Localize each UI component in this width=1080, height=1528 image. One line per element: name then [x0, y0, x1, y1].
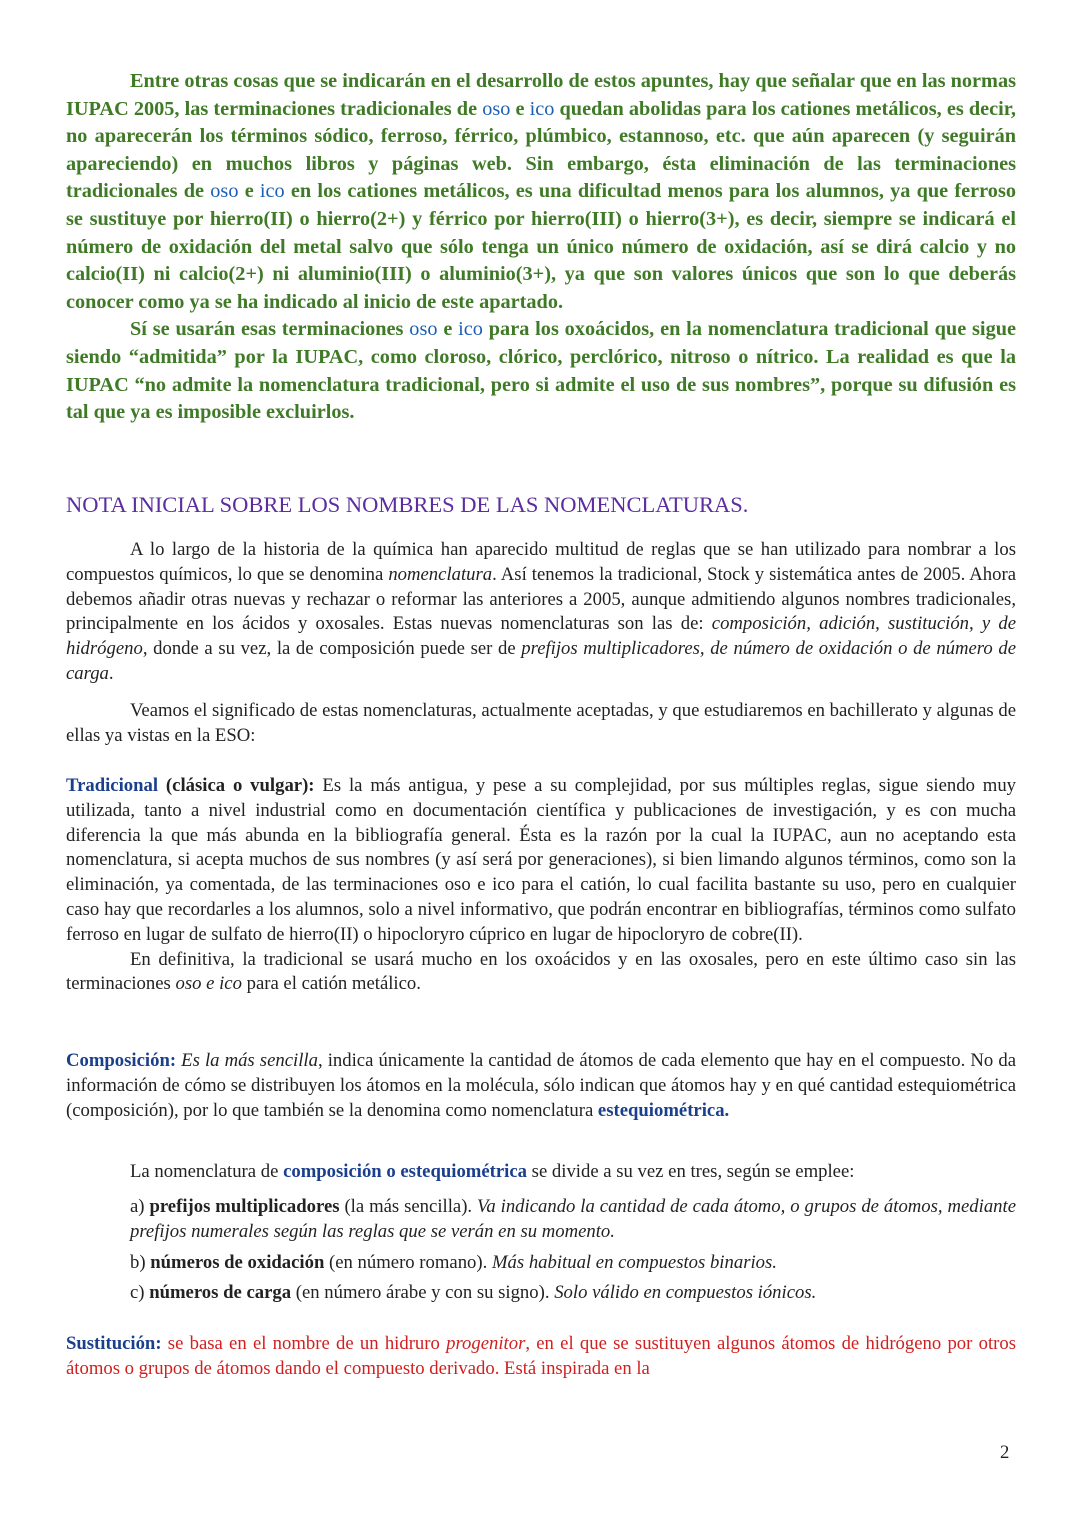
text-span: , donde a su vez, la de composición puede ser de: [142, 638, 522, 660]
list-marker: c): [130, 1282, 150, 1303]
text-span: e: [238, 180, 260, 203]
composicion-division: [130, 1160, 1016, 1185]
list-item-c: [130, 1281, 1016, 1306]
term-oso: oso: [482, 97, 511, 120]
list-term: números de oxidación: [150, 1252, 325, 1273]
term-oso: oso: [210, 180, 239, 203]
list-marker: a): [130, 1196, 150, 1217]
intro-block: [66, 68, 1016, 427]
list-item-a: [130, 1195, 1016, 1245]
emphasis: Es la más sencilla: [176, 1050, 318, 1071]
emphasis: oso e ico: [175, 973, 242, 995]
text-span: Es la más antigua, y pese a su complejidad, por sus múltiples reglas, sigue siendo muy utilizada, tanto a nivel industrial como en documentación científica y publicaciones de investigación, y es con mucha diferencia la que más abunda en la bibliografía general. Ésta es la razón por la cual la IUPAC, aun no aceptando esta nomenclatura, si acepta muchos de sus nombres (y así será por generaciones), si bien limando algunos términos, como son la eliminación, ya comentada, de las terminaciones oso e ico para el catión, lo cual facilita bastante su uso, pero en cualquier caso hay que recordarles a los alumnos, solo a nivel informativo, que podrán encontrar en bibliografías, términos como sulfato ferroso en lugar de sulfato de hierro(II) o hipoclorуro cúprico en lugar de hipoclorуro de cobre(II).: [66, 775, 1017, 945]
text-span: (en número árabe y con su signo).: [291, 1282, 555, 1303]
text-span: se basa en el nombre de un hidruro: [161, 1333, 447, 1354]
text-paragraph: Veamos el significado de estas nomenclaturas, actualmente aceptadas, y que estudiaremos en bachillerato y algunas de ellas ya vistas en la ESO:: [66, 700, 1016, 746]
emphasis: Solo válido en compuestos iónicos.: [554, 1282, 817, 1303]
text-span: . Así tenemos la tradicional, Stock y sistemática antes de 2005. Ahora debemos añadir otras nuevas y rechazar o reformar las anteriores a 2005, aunque admitiendo algunos nombres tradicionales, principalmente en los ácidos y oxosales. Estas nuevas nomenclaturas son las de:: [66, 563, 1016, 635]
list-item-b: [130, 1251, 1016, 1276]
nota-paragraph-2: [66, 699, 1016, 749]
text-span: .: [108, 662, 114, 684]
text-span: Entre otras cosas que se indicarán en el desarrollo de estos apuntes, hay que señalar que en las normas IUPAC 2005, las terminaciones tradicionales de: [66, 70, 1016, 120]
emphasis: progenitor: [446, 1333, 526, 1354]
sustitucion-section: [66, 1332, 1016, 1382]
section-heading: NOTA INICIAL SOBRE LOS NOMBRES DE LAS NOMENCLATURAS.: [66, 492, 749, 517]
term-composicion: Composición:: [66, 1050, 177, 1071]
text-span: , en el que se sustituyen algunos átomos de hidrógeno por otros átomos o grupos de átomos dando el compuesto derivado. Está inspirada en la: [66, 1333, 1016, 1379]
nota-paragraph-1: [66, 538, 1016, 687]
emphasis: nomenclatura: [388, 563, 493, 585]
term-ico: ico: [259, 180, 285, 203]
emphasis: prefijos multiplicadores, de número de oxidación o de número de carga: [66, 638, 1016, 684]
text-span: (en número romano).: [324, 1252, 492, 1273]
text-span: A lo largo de la historia de la química han aparecido multitud de reglas que se han utilizado para nombrar a los compuestos químicos, lo que se denomina: [66, 539, 1016, 585]
term-ico: ico: [529, 97, 555, 120]
text-span: La nomenclatura de: [130, 1161, 284, 1182]
text-span: (la más sencilla).: [339, 1196, 478, 1217]
text-span: en los cationes metálicos, es una dificultad menos para los alumnos, ya que ferroso se sustituye por hierro(II) o hierro(2+) y férrico por hierro(III) o hierro(3+), es decir, siempre se indicará el número de oxidación del metal salvo que sólo tenga un único número de oxidación, así se dirá calcio y no calcio(II) ni calcio(2+) ni aluminio(III) o aluminio(3+), ya que son valores únicos que son lo que deberás conocer como ya se ha indicado al inicio de este apartado.: [66, 180, 1016, 313]
list-term: números de carga: [149, 1282, 292, 1303]
emphasis: composición, adición, sustitución, y de hidrógeno: [66, 613, 1016, 660]
list-term: prefijos multiplicadores: [149, 1196, 340, 1217]
emphasis: Más habitual en compuestos binarios.: [491, 1252, 777, 1273]
term-estequiometrica: estequiométrica.: [597, 1099, 730, 1121]
term-sustitucion: Sustitución:: [66, 1333, 162, 1354]
text-span: En definitiva, la tradicional se usará mucho en los oxoácidos y en las oxosales, pero en este último caso sin las terminaciones: [66, 948, 1016, 995]
term-ico: ico: [458, 318, 483, 341]
text-span: e: [510, 97, 530, 120]
page-number: 2: [1000, 1442, 1010, 1463]
intro-paragraph-1: [66, 68, 1016, 316]
intro-paragraph-2: [66, 316, 1016, 426]
term-oso: oso: [409, 318, 438, 341]
text-span: e: [437, 318, 459, 341]
text-span: para el catión metálico.: [241, 973, 421, 995]
text-span: , indica únicamente la cantidad de átomos de cada elemento que hay en el compuesto. No da información de cómo se distribuyen los átomos en la molécula, sólo indican que átomos hay y en qué cantidad estequiométrica (composición), por lo que también se la denomina como nomenclatura: [66, 1050, 1016, 1121]
term-composicion-estequiometrica: composición o estequiométrica: [283, 1161, 527, 1182]
composicion-section: [66, 1049, 1016, 1123]
tradicional-section: [66, 774, 1016, 997]
text-span: se divide a su vez en tres, según se emplee:: [527, 1161, 855, 1182]
text-span: quedan abolidas para los cationes metálicos, es decir, no aparecerán los términos sódico, ferroso, férrico, plúmbico, estannoso, etc. que aún aparecen (y seguirán apareciendo) en muchos libros y páginas web. Sin embargo, ésta eliminación de las terminaciones tradicionales de: [66, 97, 1016, 203]
emphasis: Va indicando la cantidad de cada átomo, o grupos de átomos, mediante prefijos numerales según las reglas que se verán en su momento.: [130, 1196, 1016, 1242]
text-span: Sí se usarán esas terminaciones: [130, 318, 410, 341]
term-tradicional: Tradicional: [66, 775, 159, 796]
term-qualifier: (clásica o vulgar):: [158, 775, 315, 796]
text-span: para los oxoácidos, en la nomenclatura tradicional que sigue siendo “admitida” por la IUPAC, como cloroso, clórico, perclórico, nitroso o nítrico. La realidad es que la IUPAC “no admite la nomenclatura tradicional, pero si admite el uso de sus nombres”, porque su difusión es tal que ya es imposible excluirlos.: [66, 318, 1016, 424]
list-marker: b): [130, 1252, 151, 1273]
